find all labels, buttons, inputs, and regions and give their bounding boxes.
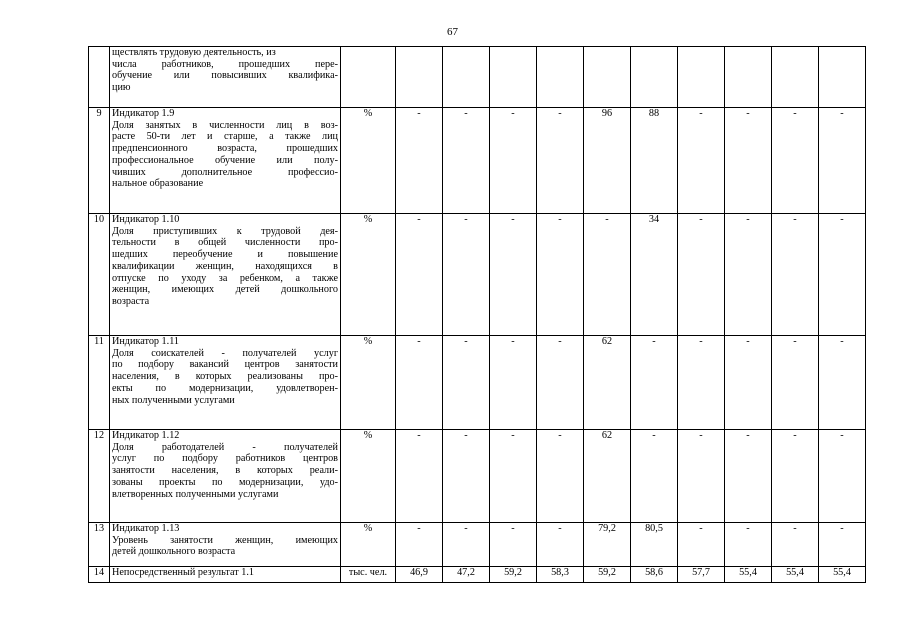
description-line: тельности в общей численности про-: [112, 237, 338, 249]
value-cell: -: [725, 430, 772, 523]
value-cell: -: [725, 108, 772, 214]
description-line: женщин, имеющих детей дошкольного: [112, 284, 338, 296]
value-cell: [631, 47, 678, 108]
description-line: профессиональное обучение или полу-: [112, 154, 338, 166]
table-row: [89, 430, 866, 523]
value-cell: -: [772, 108, 819, 214]
value-cell: [396, 47, 443, 108]
description-line: Непосредственный результат 1.1: [112, 567, 254, 578]
value-cell: 96: [584, 108, 631, 214]
value-cell: -: [772, 336, 819, 430]
value-cell: -: [490, 336, 537, 430]
value-cell: [490, 47, 537, 108]
value-cell: 59,2: [584, 567, 631, 583]
value-cell: -: [819, 336, 866, 430]
row-number-cell: 9: [89, 108, 110, 214]
description-line: по подбору вакансий центров занятости: [112, 359, 338, 371]
description-line: расте 50-ти лет и старше, а также лиц: [112, 131, 338, 143]
row-number-cell: 14: [89, 567, 110, 583]
value-cell: -: [537, 214, 584, 336]
value-cell: -: [678, 214, 725, 336]
description-line: Индикатор 1.13: [112, 523, 180, 534]
value-cell: 59,2: [490, 567, 537, 583]
value-cell: [819, 47, 866, 108]
table-row: [89, 108, 866, 214]
value-cell: -: [772, 430, 819, 523]
description-line: квалификации женщин, находящихся в: [112, 260, 338, 272]
value-cell: -: [490, 108, 537, 214]
description-line: Доля соискателей - получателей услуг: [112, 347, 338, 359]
value-cell: -: [396, 523, 443, 567]
page-number: 67: [447, 26, 458, 38]
description-line: цию: [112, 82, 131, 94]
value-cell: [725, 47, 772, 108]
unit-cell: %: [341, 214, 396, 336]
value-cell: -: [631, 430, 678, 523]
value-cell: -: [396, 336, 443, 430]
value-cell: 62: [584, 430, 631, 523]
value-cell: -: [678, 108, 725, 214]
description-line: Доля занятых в численности лиц в воз-: [112, 119, 338, 131]
value-cell: [584, 47, 631, 108]
value-cell: [678, 47, 725, 108]
unit-cell: %: [341, 523, 396, 567]
table-row: [89, 214, 866, 336]
value-cell: -: [537, 523, 584, 567]
value-cell: 58,6: [631, 567, 678, 583]
description-line: занятости населения, в которых реали-: [112, 465, 338, 477]
value-cell: -: [819, 430, 866, 523]
value-cell: 34: [631, 214, 678, 336]
row-number-cell: 10: [89, 214, 110, 336]
value-cell: 46,9: [396, 567, 443, 583]
description-line: влетворенных полученными услугами: [112, 488, 279, 500]
unit-cell: %: [341, 336, 396, 430]
value-cell: -: [443, 336, 490, 430]
value-cell: -: [631, 336, 678, 430]
description-line: Доля приступивших к трудовой дея-: [112, 225, 338, 237]
indicator-description-cell: [110, 336, 341, 430]
unit-cell: %: [341, 108, 396, 214]
description-line: услуг по подбору работников центров: [112, 453, 338, 465]
description-line: ных полученными услугами: [112, 394, 235, 406]
value-cell: -: [443, 430, 490, 523]
description-line: Доля работодателей - получателей: [112, 441, 338, 453]
description-line: Уровень занятости женщин, имеющих: [112, 534, 338, 546]
description-line: предпенсионного возраста, прошедших: [112, 143, 338, 155]
description-line: Индикатор 1.9: [112, 108, 175, 119]
indicator-description-cell: [110, 214, 341, 336]
description-line: детей дошкольного возраста: [112, 546, 236, 558]
value-cell: -: [725, 523, 772, 567]
value-cell: -: [678, 523, 725, 567]
value-cell: 62: [584, 336, 631, 430]
row-number-cell: 13: [89, 523, 110, 567]
indicators-table: [88, 46, 866, 583]
value-cell: -: [678, 430, 725, 523]
value-cell: -: [678, 336, 725, 430]
value-cell: -: [537, 430, 584, 523]
value-cell: -: [772, 214, 819, 336]
indicator-description-cell: [110, 47, 341, 108]
description-line: шедших переобучение и повышение: [112, 249, 338, 261]
value-cell: 80,5: [631, 523, 678, 567]
value-cell: -: [490, 430, 537, 523]
description-line: отпуске по уходу за ребенком, а также: [112, 272, 338, 284]
value-cell: -: [584, 214, 631, 336]
value-cell: -: [443, 214, 490, 336]
value-cell: -: [443, 108, 490, 214]
description-line: обучение или повысивших квалифика-: [112, 70, 338, 82]
value-cell: 79,2: [584, 523, 631, 567]
value-cell: 58,3: [537, 567, 584, 583]
description-line: екты по модернизации, удовлетворен-: [112, 382, 338, 394]
table-row: [89, 567, 866, 583]
unit-cell: [341, 47, 396, 108]
row-number-cell: 12: [89, 430, 110, 523]
description-line: нальное образование: [112, 178, 204, 190]
value-cell: -: [725, 336, 772, 430]
value-cell: -: [537, 108, 584, 214]
value-cell: 57,7: [678, 567, 725, 583]
description-line: числа работников, прошедших пере-: [112, 58, 338, 70]
value-cell: 47,2: [443, 567, 490, 583]
table-row: [89, 47, 866, 108]
table-row: [89, 523, 866, 567]
value-cell: -: [490, 214, 537, 336]
value-cell: -: [725, 214, 772, 336]
value-cell: -: [819, 523, 866, 567]
value-cell: -: [443, 523, 490, 567]
value-cell: -: [772, 523, 819, 567]
description-line: Индикатор 1.10: [112, 214, 180, 225]
row-number-cell: [89, 47, 110, 108]
table-row: [89, 336, 866, 430]
value-cell: 88: [631, 108, 678, 214]
description-line: населения, в которых реализованы про-: [112, 371, 338, 383]
description-line: зованы проекты по модернизации, удо-: [112, 476, 338, 488]
description-line: Индикатор 1.12: [112, 430, 180, 441]
value-cell: -: [537, 336, 584, 430]
value-cell: 55,4: [772, 567, 819, 583]
value-cell: 55,4: [725, 567, 772, 583]
description-line: чивших дополнительное профессио-: [112, 166, 338, 178]
description-line: ществлять трудовую деятельность, из: [112, 47, 276, 58]
description-line: возраста: [112, 295, 150, 307]
value-cell: [772, 47, 819, 108]
value-cell: -: [819, 108, 866, 214]
indicator-description-cell: [110, 430, 341, 523]
unit-cell: %: [341, 430, 396, 523]
value-cell: [443, 47, 490, 108]
indicator-description-cell: [110, 108, 341, 214]
unit-cell: тыс. чел.: [341, 567, 396, 583]
value-cell: -: [396, 214, 443, 336]
value-cell: -: [819, 214, 866, 336]
indicator-description-cell: [110, 567, 341, 583]
value-cell: -: [490, 523, 537, 567]
value-cell: [537, 47, 584, 108]
value-cell: -: [396, 108, 443, 214]
row-number-cell: 11: [89, 336, 110, 430]
description-line: Индикатор 1.11: [112, 336, 179, 347]
indicator-description-cell: [110, 523, 341, 567]
value-cell: 55,4: [819, 567, 866, 583]
value-cell: -: [396, 430, 443, 523]
